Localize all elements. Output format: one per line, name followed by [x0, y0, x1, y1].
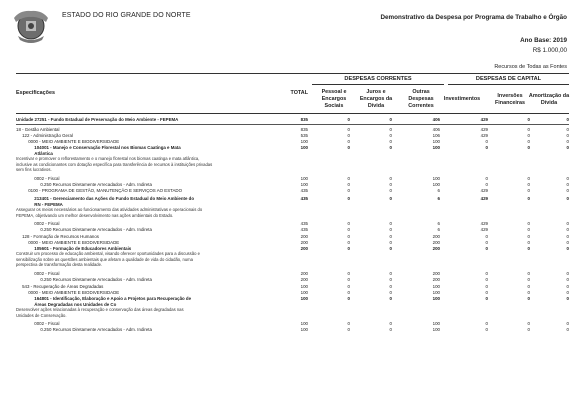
row-value: 835 — [300, 117, 308, 122]
state-coat-of-arms-logo — [8, 6, 54, 46]
row-label: 0100 - PROGRAMA DE GESTÃO, MANUTENÇÃO E SERVIÇOS AO ESTADO — [16, 188, 182, 193]
row-value: 0 — [566, 327, 569, 332]
row-label: 0000 - MEIO AMBIENTE E BIODIVERSIDADE — [16, 240, 120, 245]
row-value: 0 — [347, 227, 350, 232]
row-value: 0 — [527, 182, 530, 187]
description-line: Unidades de Conservação. — [16, 312, 67, 318]
row-value: 0 — [566, 221, 569, 226]
row-value: 0 — [527, 296, 530, 301]
row-value: 100 — [300, 182, 308, 187]
row-value: 200 — [300, 234, 308, 239]
row-value: 429 — [480, 133, 488, 138]
row-value: 0 — [485, 284, 488, 289]
col-amortizacao: Amortização da Dívida — [528, 93, 570, 107]
row-value: 100 — [300, 296, 308, 301]
currency-unit: R$ 1.000,00 — [532, 47, 567, 54]
state-name: ESTADO DO RIO GRANDE DO NORTE — [62, 12, 191, 19]
row-value: 200 — [300, 277, 308, 282]
row-value: 0 — [347, 196, 350, 201]
row-value: 6 — [437, 221, 440, 226]
row-value: 0 — [347, 271, 350, 276]
row-value: 0 — [527, 290, 530, 295]
group-correntes: DESPESAS CORRENTES — [344, 76, 412, 82]
row-value: 0 — [566, 139, 569, 144]
row-value: 0 — [347, 117, 350, 122]
row-value: 429 — [480, 127, 488, 132]
row-value: 0 — [347, 284, 350, 289]
row-value: 0 — [485, 182, 488, 187]
row-value: 0 — [347, 327, 350, 332]
row-value: 6 — [437, 196, 440, 201]
row-value: 435 — [300, 188, 308, 193]
action-description — [16, 156, 316, 173]
report-title: Demonstrativo da Despesa por Programa de Trabalho e Órgão — [380, 14, 567, 21]
row-value: 0 — [347, 133, 350, 138]
row-value: 435 — [300, 227, 308, 232]
row-value: 435 — [300, 221, 308, 226]
row-value: 0 — [347, 127, 350, 132]
row-value: 429 — [480, 188, 488, 193]
row-value: 0 — [527, 139, 530, 144]
row-label: 0.250 Recursos Diretamente Arrecadados - Adm. Indireta — [16, 327, 152, 332]
row-value: 100 — [432, 321, 440, 326]
capital-group-rule — [448, 84, 569, 85]
row-value: 0 — [566, 271, 569, 276]
description-line: Assegurar os meios necessários ao funcionamento das atividades administrativas e operacionais do — [16, 207, 203, 212]
row-value: 0 — [347, 182, 350, 187]
row-value: 429 — [480, 227, 488, 232]
row-value: 100 — [300, 139, 308, 144]
row-value: 0 — [485, 290, 488, 295]
row-value: 0 — [347, 176, 350, 181]
row-value: 0 — [389, 127, 392, 132]
row-value: 0 — [389, 188, 392, 193]
row-value: 0 — [389, 133, 392, 138]
row-value: 0 — [566, 117, 569, 122]
row-label: 0.250 Recursos Diretamente Arrecadados - Adm. Indireta — [16, 227, 152, 232]
row-value: 0 — [527, 221, 530, 226]
row-label: 105601 - Formação de Educadores Ambientais — [16, 246, 132, 251]
table-row — [16, 277, 569, 284]
row-value: 0 — [485, 240, 488, 245]
action-description — [16, 307, 316, 318]
row-label: 0002 - Fiscal — [16, 221, 60, 226]
row-value: 100 — [432, 327, 440, 332]
row-label: 0.250 Recursos Diretamente Arrecadados - Adm. Indireta — [16, 182, 152, 187]
row-value: 100 — [300, 290, 308, 295]
row-value: 0 — [566, 240, 569, 245]
row-value: 0 — [527, 196, 530, 201]
row-value: 0 — [347, 234, 350, 239]
row-value: 0 — [485, 176, 488, 181]
row-label: Áreas Degradadas nos Unidades de Co — [16, 302, 117, 307]
row-value: 200 — [432, 240, 440, 245]
col-pessoal: Pessoal e Encargos Sociais — [321, 89, 347, 110]
row-value: 0 — [389, 145, 392, 150]
row-value: 200 — [300, 271, 308, 276]
row-value: 0 — [566, 246, 569, 251]
row-value: 0 — [566, 196, 569, 201]
row-value: 0 — [389, 234, 392, 239]
row-value: 100 — [300, 176, 308, 181]
row-value: 0 — [389, 246, 392, 251]
row-value: 200 — [300, 246, 308, 251]
description-line: Desenvolver ações relacionadas à recuperação e conservação das áreas degradadas nas — [16, 307, 184, 312]
row-value: 0 — [389, 196, 392, 201]
row-value: 100 — [300, 327, 308, 332]
row-label: 0.250 Recursos Diretamente Arrecadados - Adm. Indireta — [16, 277, 152, 282]
row-label: 0002 - Fiscal — [16, 321, 60, 326]
row-value: 0 — [389, 277, 392, 282]
row-value: 0 — [347, 296, 350, 301]
row-label: 128 - Formação de Recursos Humanos — [16, 234, 99, 239]
row-value: 0 — [527, 117, 530, 122]
col-inversoes: Inversões Financeiras — [495, 93, 525, 107]
row-value: 200 — [432, 246, 440, 251]
row-value: 0 — [347, 240, 350, 245]
row-value: 100 — [432, 284, 440, 289]
row-label: 213401 - Gerenciamento das Ações do Fundo Estadual do Meio Ambiente do — [16, 196, 195, 201]
row-value: 0 — [566, 284, 569, 289]
col-investimentos: Investimentos — [443, 96, 481, 102]
row-value: 100 — [432, 145, 440, 150]
description-line: FEPEMA, objetivando um melhor desenvolvimento nas ações ambientais do Estado. — [16, 212, 174, 218]
row-value: 0 — [566, 277, 569, 282]
row-value: 535 — [300, 133, 308, 138]
description-line: perspectiva de transformação desta realidade. — [16, 262, 103, 268]
row-label: 0000 - MEIO AMBIENTE E BIODIVERSIDADE — [16, 139, 120, 144]
row-value: 0 — [389, 117, 392, 122]
row-value: 0 — [485, 145, 488, 150]
description-line: sensibilização sobre as questões ambientais que afetam a qualidade de vida do cidadão, numa — [16, 256, 193, 262]
row-value: 0 — [527, 277, 530, 282]
row-value: 100 — [432, 176, 440, 181]
header-bottom-rule — [16, 113, 569, 114]
row-value: 0 — [566, 321, 569, 326]
action-description — [16, 207, 316, 218]
table-row — [16, 188, 569, 195]
row-label: 0002 - Fiscal — [16, 271, 60, 276]
row-value: 0 — [527, 133, 530, 138]
row-value: 100 — [432, 182, 440, 187]
row-value: 0 — [485, 246, 488, 251]
table-row — [16, 227, 569, 234]
row-label: 543 - Recuperação de Áreas Degradadas — [16, 284, 104, 289]
row-label: 122 - Administração Geral — [16, 133, 73, 138]
row-value: 0 — [566, 296, 569, 301]
row-value: 429 — [480, 196, 488, 201]
row-value: 435 — [300, 196, 308, 201]
row-value: 0 — [389, 296, 392, 301]
group-capital: DESPESAS DE CAPITAL — [475, 76, 542, 82]
row-value: 0 — [527, 321, 530, 326]
row-value: 0 — [527, 145, 530, 150]
row-value: 100 — [432, 290, 440, 295]
row-value: 835 — [300, 127, 308, 132]
row-value: 0 — [566, 290, 569, 295]
col-total: TOTAL — [290, 90, 308, 96]
row-value: 200 — [432, 271, 440, 276]
row-value: 406 — [432, 117, 440, 122]
row-value: 0 — [485, 271, 488, 276]
row-value: 0 — [347, 277, 350, 282]
row-label: Unidade 27251 - Fundo Estadual de Preservação do Meio Ambiente - FEPEMA — [16, 117, 179, 122]
col-especificacoes: Especificações — [16, 90, 55, 96]
row-value: 100 — [432, 296, 440, 301]
action-description — [16, 251, 316, 268]
row-value: 0 — [485, 321, 488, 326]
row-value: 0 — [566, 227, 569, 232]
row-value: 100 — [300, 284, 308, 289]
row-label: 18 - Gestão Ambiental — [16, 127, 60, 132]
correntes-group-rule — [312, 84, 444, 85]
row-value: 0 — [389, 327, 392, 332]
row-value: 6 — [437, 188, 440, 193]
row-value: 0 — [527, 227, 530, 232]
row-value: 0 — [527, 234, 530, 239]
row-label: 0002 - Fiscal — [16, 176, 60, 181]
row-value: 0 — [347, 221, 350, 226]
row-value: 429 — [480, 117, 488, 122]
row-value: 0 — [389, 240, 392, 245]
row-value: 0 — [389, 290, 392, 295]
row-value: 0 — [566, 133, 569, 138]
row-value: 0 — [566, 176, 569, 181]
row-value: 0 — [527, 176, 530, 181]
row-value: 0 — [566, 234, 569, 239]
row-value: 0 — [389, 221, 392, 226]
row-value: 429 — [480, 221, 488, 226]
row-value: 0 — [527, 327, 530, 332]
unit-row-rule — [16, 124, 569, 125]
description-line: Incentivar e promover o reflorestamento e o manejo florestal nos biomas caatinga e mata atlântica, — [16, 156, 200, 161]
funding-sources: Recursos de Todas as Fontes — [494, 64, 567, 70]
row-value: 0 — [566, 188, 569, 193]
row-label: 104001 - Manejo e Conservação Florestal nos Biomas Caatinga e Mata — [16, 145, 181, 150]
row-value: 100 — [300, 321, 308, 326]
row-value: 0 — [389, 176, 392, 181]
description-line: sem fins lucrativos. — [16, 167, 52, 173]
row-label: RN - FEPEMA — [16, 202, 63, 207]
row-value: 0 — [389, 227, 392, 232]
row-value: 0 — [527, 246, 530, 251]
row-value: 0 — [527, 240, 530, 245]
col-outras: Outras Despesas Correntes — [408, 89, 434, 110]
row-value: 200 — [432, 234, 440, 239]
row-value: 0 — [485, 296, 488, 301]
row-value: 100 — [432, 139, 440, 144]
row-label: 0000 - MEIO AMBIENTE E BIODIVERSIDADE — [16, 290, 120, 295]
row-value: 0 — [527, 127, 530, 132]
row-value: 0 — [347, 321, 350, 326]
row-value: 0 — [527, 271, 530, 276]
row-value: 0 — [566, 182, 569, 187]
row-value: 200 — [432, 277, 440, 282]
row-value: 0 — [347, 145, 350, 150]
row-value: 0 — [389, 271, 392, 276]
table-row — [16, 327, 569, 334]
row-value: 200 — [300, 240, 308, 245]
row-value: 0 — [527, 284, 530, 289]
row-value: 0 — [347, 188, 350, 193]
row-value: 0 — [389, 284, 392, 289]
row-value: 106 — [432, 133, 440, 138]
row-value: 0 — [389, 321, 392, 326]
row-value: 0 — [527, 188, 530, 193]
row-value: 6 — [437, 227, 440, 232]
col-juros: Juros e Encargos da Dívida — [359, 89, 393, 110]
row-label: Atlântica — [16, 151, 53, 156]
base-year: Ano Base: 2019 — [520, 37, 567, 44]
row-value: 0 — [485, 277, 488, 282]
row-value: 0 — [566, 145, 569, 150]
description-line: Construir um processo de educação ambiental, visando oferecer oportunidades para a discussão e — [16, 251, 200, 256]
row-label: 164801 - Identificação, Elaboração e Apoio a Projetos para Recuperação de — [16, 296, 192, 301]
row-value: 100 — [300, 145, 308, 150]
row-value: 0 — [347, 246, 350, 251]
row-value: 0 — [347, 290, 350, 295]
row-value: 0 — [566, 127, 569, 132]
row-value: 0 — [347, 139, 350, 144]
row-value: 0 — [389, 182, 392, 187]
row-value: 0 — [485, 327, 488, 332]
row-value: 0 — [485, 234, 488, 239]
row-value: 406 — [432, 127, 440, 132]
header-top-rule — [16, 73, 569, 74]
row-value: 0 — [389, 139, 392, 144]
row-value: 0 — [485, 139, 488, 144]
description-line: inclusive as condicionantes com dotação específica para transferência de recursos à instituições privadas — [16, 161, 213, 167]
